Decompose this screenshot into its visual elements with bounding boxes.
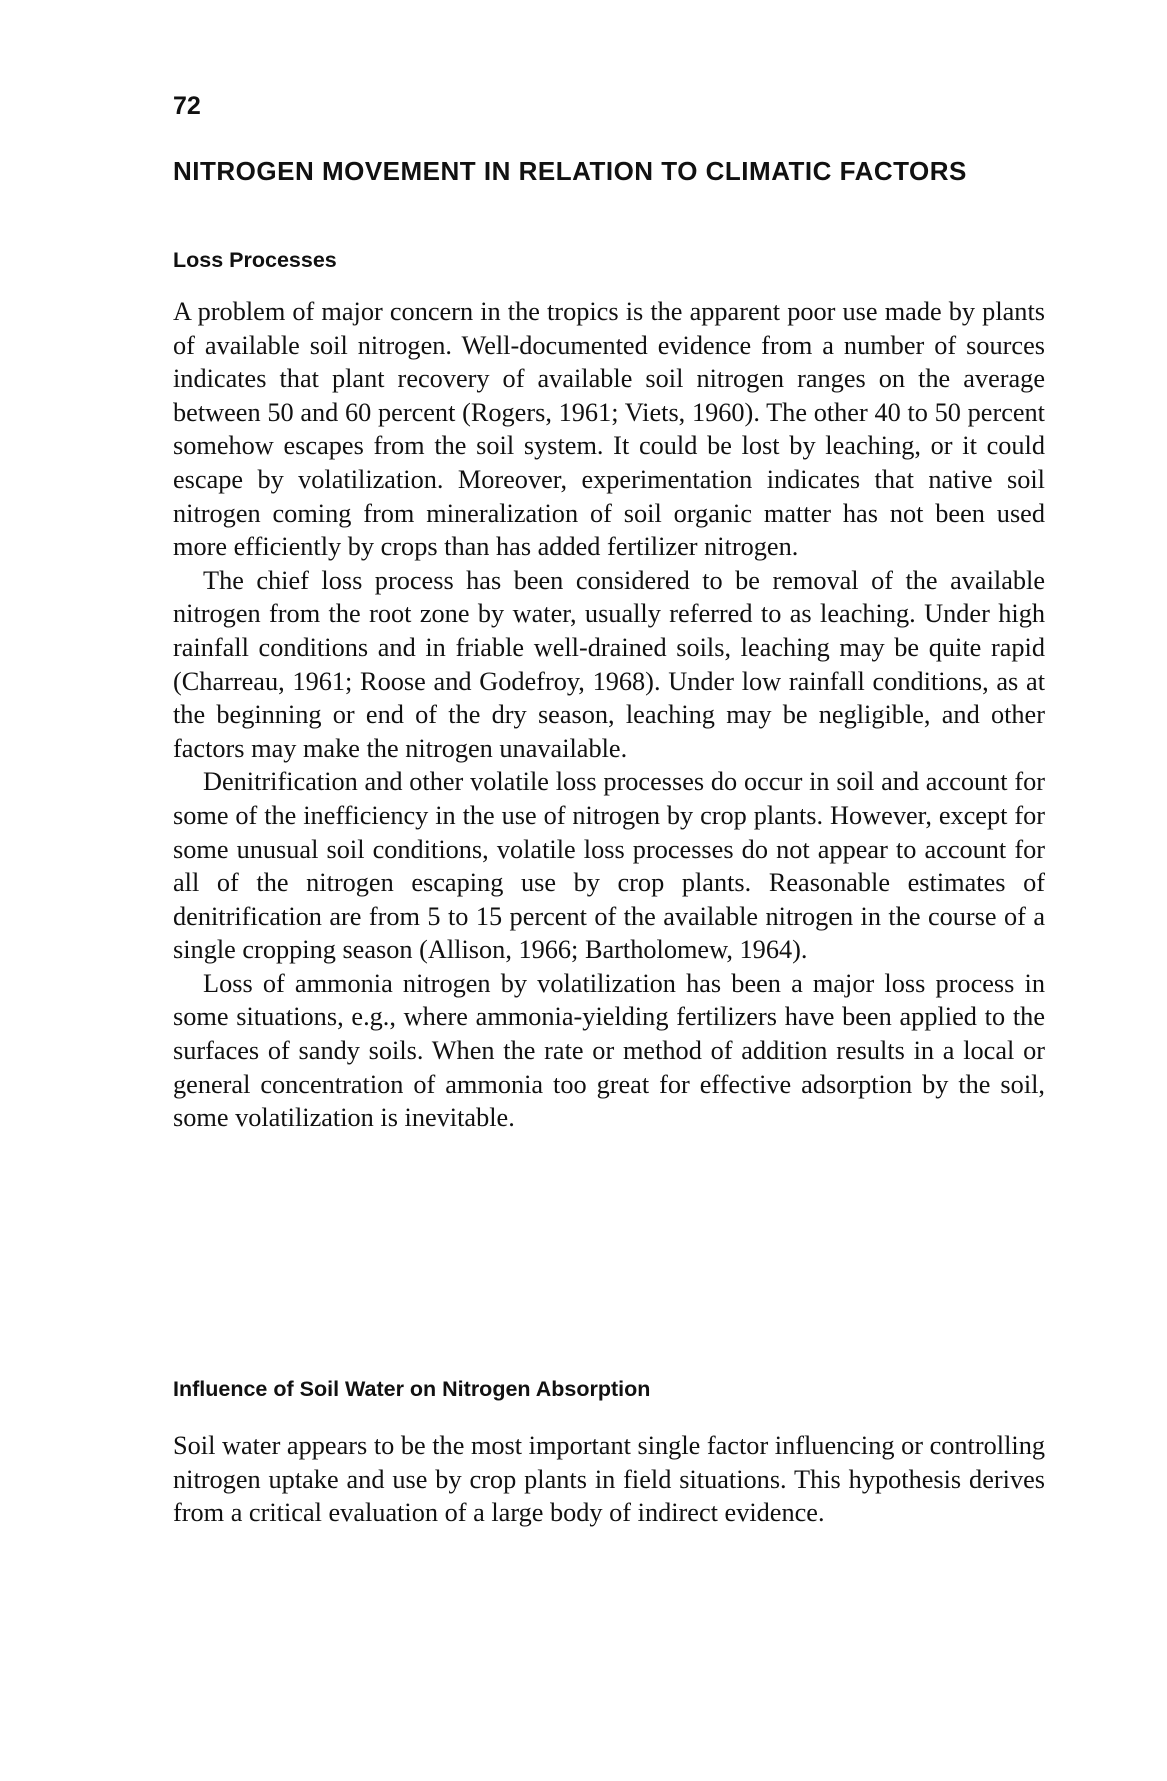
paragraph: Soil water appears to be the most important single factor influencing or controlling nitrogen uptake and use by crop plants in field situations. This hypothesis derives from a critical evaluation of a large body of indirect evidence. bbox=[173, 1431, 1045, 1528]
section-heading-soil-water: Influence of Soil Water on Nitrogen Absorption bbox=[173, 1377, 651, 1401]
paragraph: The chief loss process has been considered to be removal of the available nitrogen from the root zone by water, usually referred to as leaching. Under high rainfall conditions and in friable well-drained soils, leaching may be quite rapid (Charreau, 1961; Roose and Godefroy, 1968). Under low rainfall conditions, as at the beginning or end of the dry season, leaching may be negligible, and other factors may make the nitrogen unavailable. bbox=[173, 565, 1045, 763]
section-heading-loss-processes: Loss Processes bbox=[173, 248, 337, 272]
loss-processes-body bbox=[173, 295, 1045, 1135]
chapter-title: NITROGEN MOVEMENT IN RELATION TO CLIMATIC FACTORS bbox=[173, 156, 967, 186]
paragraph: Loss of ammonia nitrogen by volatilization has been a major loss process in some situations, e.g., where ammonia-yielding fertilizers have been applied to the surfaces of sandy soils. When the rate or method of addition results in a local or general concentration of ammonia too great for effective adsorption by the soil, some volatilization is inevitable. bbox=[173, 968, 1045, 1133]
book-page bbox=[173, 0, 1045, 1781]
paragraph: A problem of major concern in the tropics is the apparent poor use made by plants of available soil nitrogen. Well-documented evidence from a number of sources indicates that plant recovery of available soil nitrogen ranges on the average between 50 and 60 percent (Rogers, 1961; Viets, 1960). The other 40 to 50 percent somehow escapes from the soil system. It could be lost by leaching, or it could escape by volatilization. Moreover, experimentation indicates that native soil nitrogen coming from mineralization of soil organic matter has not been used more efficiently by crops than has added fertilizer nitrogen. bbox=[173, 297, 1045, 562]
soil-water-body bbox=[173, 1429, 1045, 1530]
paragraph: Denitrification and other volatile loss processes do occur in soil and account for some of the inefficiency in the use of nitrogen by crop plants. However, except for some unusual soil conditions, volatile loss processes do not appear to account for all of the nitrogen escaping use by crop plants. Reasonable estimates of denitrification are from 5 to 15 percent of the available nitrogen in the course of a single cropping season (Allison, 1966; Bartholomew, 1964). bbox=[173, 767, 1045, 965]
page-number: 72 bbox=[173, 92, 201, 120]
